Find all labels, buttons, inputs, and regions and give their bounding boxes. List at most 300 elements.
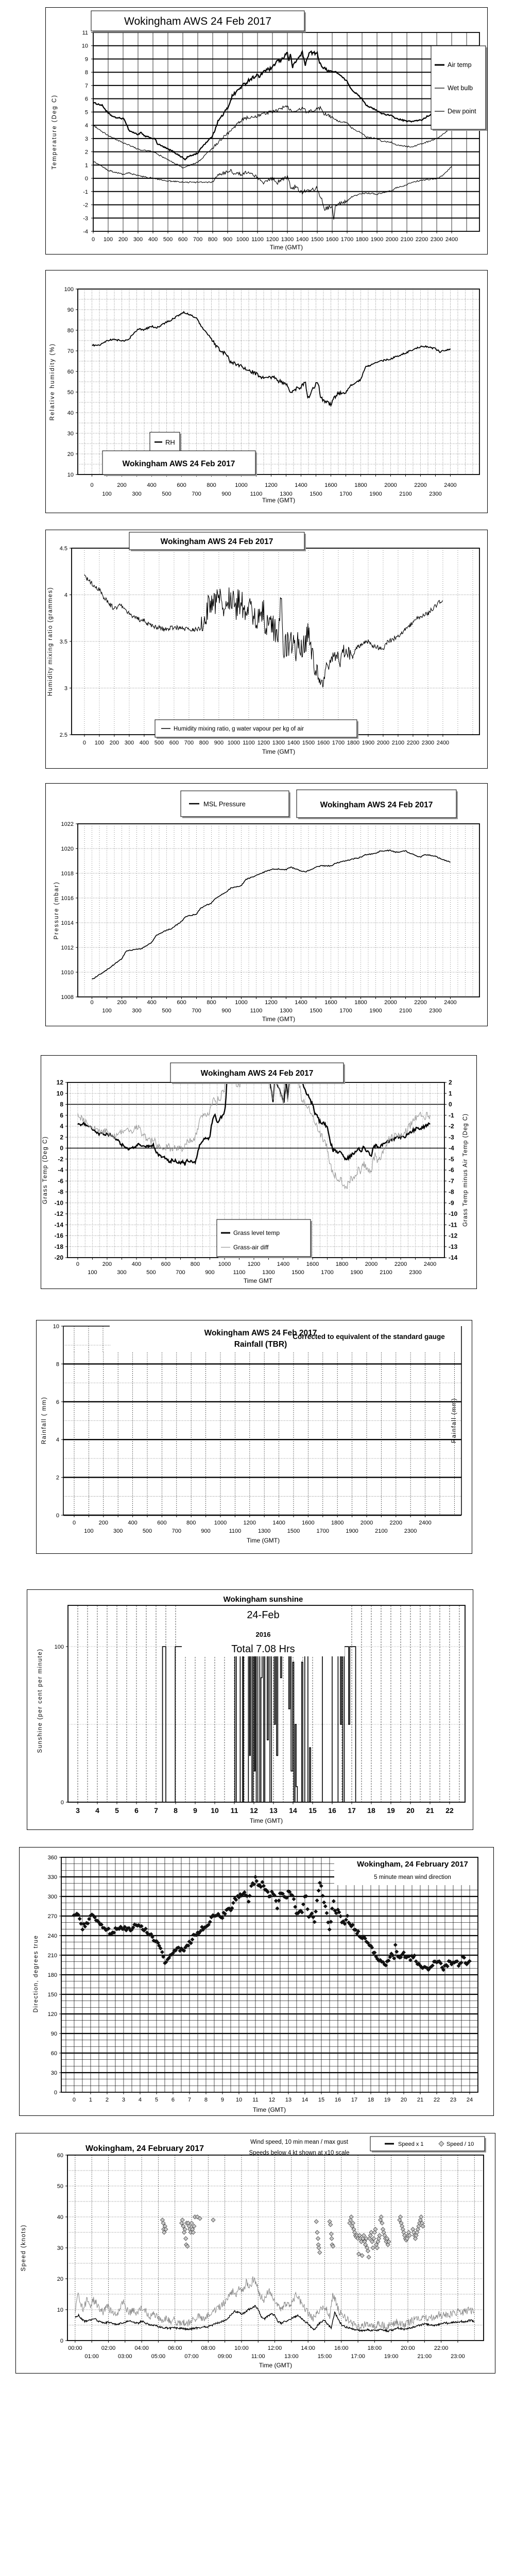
svg-text:0: 0 bbox=[60, 1800, 64, 1806]
svg-text:150: 150 bbox=[47, 1992, 57, 1998]
svg-text:1800: 1800 bbox=[331, 1520, 344, 1526]
svg-text:2400: 2400 bbox=[419, 1520, 432, 1526]
svg-text:1200: 1200 bbox=[243, 1520, 256, 1526]
svg-text:2100: 2100 bbox=[400, 236, 414, 243]
svg-text:1900: 1900 bbox=[369, 1008, 382, 1014]
svg-text:1800: 1800 bbox=[335, 1261, 349, 1267]
svg-text:05:00: 05:00 bbox=[151, 2353, 166, 2360]
svg-text:Wokingham AWS 24 Feb 2017: Wokingham AWS 24 Feb 2017 bbox=[122, 460, 235, 468]
svg-text:1900: 1900 bbox=[350, 1269, 363, 1276]
svg-text:2300: 2300 bbox=[429, 1008, 442, 1014]
svg-text:120: 120 bbox=[47, 2011, 57, 2018]
svg-text:1: 1 bbox=[84, 162, 88, 169]
svg-text:03:00: 03:00 bbox=[118, 2353, 132, 2360]
svg-text:1400: 1400 bbox=[272, 1520, 285, 1526]
svg-text:6: 6 bbox=[56, 1399, 59, 1405]
svg-text:10: 10 bbox=[53, 1324, 59, 1330]
chart-wind-direction-canvas bbox=[20, 1848, 493, 2115]
svg-text:18:00: 18:00 bbox=[367, 2345, 382, 2351]
svg-text:10: 10 bbox=[211, 1806, 219, 1815]
svg-text:Rainfall ( mm): Rainfall ( mm) bbox=[41, 1396, 47, 1445]
svg-text:80: 80 bbox=[67, 328, 74, 334]
svg-text:1100: 1100 bbox=[250, 1008, 263, 1014]
svg-text:180: 180 bbox=[47, 1972, 57, 1978]
svg-text:2100: 2100 bbox=[391, 740, 405, 746]
svg-text:1300: 1300 bbox=[280, 491, 293, 497]
svg-text:0: 0 bbox=[60, 2338, 63, 2344]
chart-wind-direction-panel bbox=[19, 1847, 494, 2116]
svg-text:MSL Pressure: MSL Pressure bbox=[203, 800, 246, 808]
svg-text:16:00: 16:00 bbox=[334, 2345, 349, 2351]
svg-text:50: 50 bbox=[67, 389, 74, 396]
svg-text:50: 50 bbox=[57, 2183, 63, 2190]
svg-text:-1: -1 bbox=[83, 189, 88, 195]
svg-text:600: 600 bbox=[169, 740, 179, 746]
svg-text:Speeds below 4 kt shown at x10: Speeds below 4 kt shown at x10 scale bbox=[249, 2150, 350, 2156]
svg-text:800: 800 bbox=[207, 999, 216, 1006]
chart-temperature-canvas bbox=[46, 8, 487, 254]
svg-text:2: 2 bbox=[84, 149, 88, 156]
chart-msl-pressure-panel bbox=[45, 783, 488, 1026]
svg-text:17: 17 bbox=[348, 1806, 356, 1815]
svg-text:1600: 1600 bbox=[325, 236, 339, 243]
svg-text:0: 0 bbox=[82, 740, 87, 746]
svg-text:2400: 2400 bbox=[444, 999, 457, 1006]
svg-text:8: 8 bbox=[174, 1806, 178, 1815]
svg-text:-3: -3 bbox=[449, 1133, 454, 1141]
svg-text:1300: 1300 bbox=[272, 740, 285, 746]
svg-text:1008: 1008 bbox=[61, 994, 74, 1001]
svg-text:2300: 2300 bbox=[409, 1269, 422, 1276]
svg-text:1300: 1300 bbox=[281, 236, 294, 243]
chart-grass-temperature-panel bbox=[41, 1055, 477, 1289]
chart-relative-humidity-panel bbox=[45, 270, 488, 513]
svg-text:1900: 1900 bbox=[370, 236, 384, 243]
svg-text:900: 900 bbox=[201, 1528, 211, 1534]
svg-text:11: 11 bbox=[230, 1806, 238, 1815]
svg-text:400: 400 bbox=[139, 740, 149, 746]
svg-text:2100: 2100 bbox=[399, 491, 412, 497]
svg-text:0: 0 bbox=[72, 1520, 76, 1526]
svg-text:Time (GMT): Time (GMT) bbox=[262, 748, 296, 755]
svg-text:1500: 1500 bbox=[302, 740, 315, 746]
chart-temperature-panel bbox=[45, 7, 488, 255]
svg-text:Time (GMT): Time (GMT) bbox=[262, 497, 296, 504]
svg-text:-10: -10 bbox=[54, 1199, 63, 1207]
svg-text:5: 5 bbox=[84, 109, 88, 116]
svg-text:13: 13 bbox=[285, 2097, 292, 2103]
svg-text:7: 7 bbox=[154, 1806, 158, 1815]
svg-text:1000: 1000 bbox=[218, 1261, 231, 1267]
svg-text:600: 600 bbox=[161, 1261, 171, 1267]
svg-text:2.5: 2.5 bbox=[59, 732, 67, 738]
svg-text:2200: 2200 bbox=[415, 236, 428, 243]
svg-text:3.5: 3.5 bbox=[59, 639, 67, 645]
svg-text:20: 20 bbox=[57, 2276, 63, 2282]
svg-text:2: 2 bbox=[60, 1133, 63, 1141]
svg-text:200: 200 bbox=[118, 236, 128, 243]
svg-text:12: 12 bbox=[250, 1806, 258, 1815]
svg-text:20: 20 bbox=[400, 2097, 407, 2103]
svg-text:Direction, degrees true: Direction, degrees true bbox=[33, 1935, 39, 2013]
svg-text:1800: 1800 bbox=[347, 740, 360, 746]
svg-text:600: 600 bbox=[177, 482, 186, 488]
svg-text:300: 300 bbox=[124, 740, 134, 746]
svg-text:3: 3 bbox=[84, 135, 88, 142]
svg-text:Wokingham, 24 February 2017: Wokingham, 24 February 2017 bbox=[85, 2144, 204, 2153]
svg-text:Humidity mixing ratio (grammes: Humidity mixing ratio (grammes) bbox=[47, 586, 54, 697]
svg-text:Corrected to equivalent of the: Corrected to equivalent of the standard gauge bbox=[293, 1333, 445, 1341]
svg-text:2100: 2100 bbox=[375, 1528, 388, 1534]
svg-text:Temperature (Deg C): Temperature (Deg C) bbox=[52, 94, 58, 170]
svg-text:100: 100 bbox=[102, 1008, 112, 1014]
svg-text:600: 600 bbox=[157, 1520, 167, 1526]
svg-text:2000: 2000 bbox=[384, 482, 397, 488]
chart-rainfall-canvas bbox=[37, 1320, 472, 1553]
svg-text:-10: -10 bbox=[449, 1210, 458, 1217]
svg-text:1600: 1600 bbox=[302, 1520, 315, 1526]
svg-text:22: 22 bbox=[445, 1806, 454, 1815]
svg-text:2400: 2400 bbox=[423, 1261, 437, 1267]
chart-humidity-mixing-ratio-panel bbox=[45, 530, 488, 769]
svg-text:18: 18 bbox=[367, 2097, 374, 2103]
svg-text:Wokingham AWS 24 Feb 2017: Wokingham AWS 24 Feb 2017 bbox=[124, 15, 271, 27]
svg-text:24: 24 bbox=[466, 2097, 473, 2103]
svg-text:1000: 1000 bbox=[235, 482, 248, 488]
svg-text:4: 4 bbox=[138, 2097, 142, 2103]
svg-text:400: 400 bbox=[128, 1520, 138, 1526]
svg-text:1600: 1600 bbox=[324, 999, 337, 1006]
chart-rainfall-panel bbox=[36, 1320, 472, 1554]
svg-text:100: 100 bbox=[103, 236, 113, 243]
svg-text:Relative humidity (%): Relative humidity (%) bbox=[49, 343, 56, 421]
svg-text:1700: 1700 bbox=[339, 1008, 352, 1014]
svg-text:Time (GMT): Time (GMT) bbox=[249, 1817, 283, 1824]
svg-text:5: 5 bbox=[154, 2097, 159, 2103]
svg-text:60: 60 bbox=[67, 369, 74, 375]
svg-text:-11: -11 bbox=[449, 1221, 457, 1229]
svg-text:1300: 1300 bbox=[280, 1008, 293, 1014]
svg-text:900: 900 bbox=[214, 740, 224, 746]
svg-text:1200: 1200 bbox=[247, 1261, 261, 1267]
svg-text:1016: 1016 bbox=[61, 895, 74, 902]
svg-text:300: 300 bbox=[132, 491, 142, 497]
svg-text:100: 100 bbox=[102, 491, 112, 497]
svg-text:400: 400 bbox=[147, 999, 157, 1006]
svg-text:0: 0 bbox=[90, 999, 94, 1006]
svg-text:1022: 1022 bbox=[61, 821, 74, 827]
svg-text:600: 600 bbox=[178, 236, 188, 243]
svg-text:1500: 1500 bbox=[291, 1269, 304, 1276]
svg-text:-13: -13 bbox=[449, 1243, 458, 1250]
svg-text:1900: 1900 bbox=[346, 1528, 358, 1534]
svg-text:-8: -8 bbox=[58, 1188, 63, 1196]
svg-text:1: 1 bbox=[89, 2097, 93, 2103]
svg-text:Wokingham AWS 24 Feb 2017: Wokingham AWS 24 Feb 2017 bbox=[200, 1069, 314, 1078]
svg-text:Time (GMT): Time (GMT) bbox=[259, 2362, 293, 2369]
svg-text:300: 300 bbox=[117, 1269, 127, 1276]
svg-text:100: 100 bbox=[88, 1269, 97, 1276]
svg-text:2000: 2000 bbox=[376, 740, 390, 746]
svg-text:2: 2 bbox=[56, 1475, 59, 1481]
svg-text:0: 0 bbox=[90, 482, 94, 488]
svg-text:400: 400 bbox=[147, 482, 157, 488]
svg-text:40: 40 bbox=[57, 2214, 63, 2221]
svg-text:3: 3 bbox=[64, 685, 67, 692]
svg-text:6: 6 bbox=[84, 96, 88, 103]
svg-text:Total 7.08 Hrs: Total 7.08 Hrs bbox=[231, 1643, 295, 1655]
svg-text:1900: 1900 bbox=[369, 491, 382, 497]
svg-text:17:00: 17:00 bbox=[351, 2353, 365, 2360]
svg-text:800: 800 bbox=[199, 740, 209, 746]
svg-text:-8: -8 bbox=[449, 1188, 454, 1196]
svg-text:12: 12 bbox=[56, 1079, 63, 1086]
svg-text:Time (GMT): Time (GMT) bbox=[262, 1015, 296, 1023]
svg-text:6: 6 bbox=[171, 2097, 175, 2103]
svg-text:4: 4 bbox=[56, 1437, 59, 1444]
svg-text:500: 500 bbox=[146, 1269, 156, 1276]
svg-text:1020: 1020 bbox=[61, 846, 74, 852]
svg-text:00:00: 00:00 bbox=[68, 2345, 82, 2351]
chart-relative-humidity-canvas bbox=[46, 270, 487, 513]
svg-text:15:00: 15:00 bbox=[317, 2353, 332, 2360]
svg-text:1600: 1600 bbox=[306, 1261, 319, 1267]
svg-text:0: 0 bbox=[84, 176, 88, 182]
svg-text:0: 0 bbox=[449, 1100, 452, 1108]
svg-text:-4: -4 bbox=[449, 1144, 454, 1152]
svg-text:1700: 1700 bbox=[321, 1269, 334, 1276]
chart-sunshine-canvas bbox=[27, 1590, 473, 1829]
svg-text:11: 11 bbox=[82, 30, 88, 36]
svg-text:Wokingham, 24 February 2017: Wokingham, 24 February 2017 bbox=[357, 1860, 468, 1869]
svg-text:1800: 1800 bbox=[354, 999, 367, 1006]
svg-text:13: 13 bbox=[269, 1806, 278, 1815]
svg-text:2200: 2200 bbox=[406, 740, 420, 746]
svg-text:16: 16 bbox=[334, 2097, 341, 2103]
chart-msl-pressure-canvas bbox=[46, 784, 487, 1026]
svg-text:Pressure (mbar): Pressure (mbar) bbox=[54, 881, 60, 940]
svg-text:3: 3 bbox=[122, 2097, 126, 2103]
svg-text:1000: 1000 bbox=[236, 236, 249, 243]
svg-text:1400: 1400 bbox=[296, 236, 309, 243]
svg-text:9: 9 bbox=[220, 2097, 225, 2103]
svg-text:-1: -1 bbox=[449, 1111, 454, 1119]
svg-text:Wokingham AWS 24 Feb 2017: Wokingham AWS 24 Feb 2017 bbox=[204, 1329, 317, 1337]
svg-text:2016: 2016 bbox=[255, 1631, 271, 1638]
svg-text:1500: 1500 bbox=[287, 1528, 300, 1534]
svg-text:23:00: 23:00 bbox=[451, 2353, 465, 2360]
svg-text:1000: 1000 bbox=[214, 1520, 227, 1526]
svg-text:800: 800 bbox=[186, 1520, 196, 1526]
svg-text:2400: 2400 bbox=[445, 236, 458, 243]
svg-text:1700: 1700 bbox=[340, 236, 354, 243]
svg-text:1900: 1900 bbox=[362, 740, 375, 746]
chart-wind-speed-canvas bbox=[16, 2133, 495, 2373]
svg-text:2: 2 bbox=[449, 1079, 452, 1086]
svg-text:Rainfall (TBR): Rainfall (TBR) bbox=[234, 1340, 287, 1349]
svg-text:1500: 1500 bbox=[311, 236, 324, 243]
svg-text:24-Feb: 24-Feb bbox=[247, 1609, 280, 1621]
svg-text:10:00: 10:00 bbox=[234, 2345, 249, 2351]
svg-text:1400: 1400 bbox=[277, 1261, 290, 1267]
svg-text:200: 200 bbox=[117, 482, 127, 488]
svg-text:30: 30 bbox=[67, 431, 74, 437]
svg-text:1: 1 bbox=[449, 1090, 452, 1097]
svg-text:1200: 1200 bbox=[265, 482, 278, 488]
svg-text:7: 7 bbox=[84, 82, 88, 89]
svg-text:15: 15 bbox=[318, 2097, 325, 2103]
svg-text:8: 8 bbox=[56, 1361, 59, 1368]
svg-text:Rainfall (mm): Rainfall (mm) bbox=[451, 1398, 457, 1443]
svg-text:-14: -14 bbox=[54, 1221, 63, 1229]
svg-text:08:00: 08:00 bbox=[201, 2345, 216, 2351]
svg-text:800: 800 bbox=[208, 236, 218, 243]
svg-text:1018: 1018 bbox=[61, 871, 74, 877]
svg-text:18: 18 bbox=[367, 1806, 375, 1815]
svg-text:2300: 2300 bbox=[404, 1528, 417, 1534]
svg-text:100: 100 bbox=[84, 1528, 94, 1534]
svg-text:-3: -3 bbox=[83, 215, 88, 222]
svg-text:1300: 1300 bbox=[262, 1269, 275, 1276]
chart-sunshine-panel bbox=[27, 1589, 473, 1830]
svg-text:-20: -20 bbox=[54, 1254, 63, 1261]
svg-text:-5: -5 bbox=[449, 1155, 454, 1163]
svg-text:100: 100 bbox=[94, 740, 105, 746]
svg-text:07:00: 07:00 bbox=[184, 2353, 199, 2360]
svg-text:30: 30 bbox=[50, 2070, 57, 2076]
svg-text:4.5: 4.5 bbox=[59, 546, 67, 552]
svg-text:14:00: 14:00 bbox=[301, 2345, 315, 2351]
svg-text:1200: 1200 bbox=[265, 999, 278, 1006]
svg-text:700: 700 bbox=[176, 1269, 185, 1276]
svg-text:1100: 1100 bbox=[243, 740, 255, 746]
svg-text:Humidity mixing ratio, g water: Humidity mixing ratio, g water vapour per kg of air bbox=[174, 726, 304, 732]
svg-text:1500: 1500 bbox=[310, 1008, 322, 1014]
svg-text:12:00: 12:00 bbox=[267, 2345, 282, 2351]
svg-text:1100: 1100 bbox=[233, 1269, 246, 1276]
svg-text:Grass-air diff: Grass-air diff bbox=[233, 1244, 269, 1251]
svg-text:02:00: 02:00 bbox=[101, 2345, 116, 2351]
svg-text:1100: 1100 bbox=[251, 236, 264, 243]
svg-text:70: 70 bbox=[67, 348, 74, 354]
svg-text:10: 10 bbox=[67, 472, 74, 478]
svg-text:1014: 1014 bbox=[61, 920, 74, 926]
svg-text:2200: 2200 bbox=[414, 482, 427, 488]
svg-text:0: 0 bbox=[72, 2097, 76, 2103]
svg-text:1800: 1800 bbox=[354, 482, 367, 488]
svg-text:2000: 2000 bbox=[365, 1261, 378, 1267]
svg-text:2200: 2200 bbox=[394, 1261, 407, 1267]
svg-text:-18: -18 bbox=[54, 1243, 63, 1250]
svg-text:1100: 1100 bbox=[250, 491, 263, 497]
svg-text:10: 10 bbox=[235, 2097, 243, 2103]
svg-text:23: 23 bbox=[450, 2097, 457, 2103]
svg-text:5 minute mean wind direction: 5 minute mean wind direction bbox=[374, 1874, 451, 1880]
svg-text:1200: 1200 bbox=[257, 740, 270, 746]
svg-text:300: 300 bbox=[132, 1008, 142, 1014]
svg-text:1700: 1700 bbox=[316, 1528, 330, 1534]
svg-text:Time (GMT): Time (GMT) bbox=[246, 1537, 280, 1544]
svg-text:4: 4 bbox=[64, 592, 67, 599]
svg-text:Wokingham AWS 24 Feb 2017: Wokingham AWS 24 Feb 2017 bbox=[160, 537, 273, 546]
svg-text:700: 700 bbox=[193, 236, 203, 243]
svg-text:-7: -7 bbox=[449, 1177, 454, 1185]
svg-text:1012: 1012 bbox=[61, 945, 74, 951]
svg-text:13:00: 13:00 bbox=[284, 2353, 299, 2360]
svg-text:2000: 2000 bbox=[360, 1520, 373, 1526]
svg-text:2100: 2100 bbox=[399, 1008, 412, 1014]
svg-text:11: 11 bbox=[252, 2097, 259, 2103]
svg-text:2000: 2000 bbox=[385, 236, 399, 243]
svg-text:300: 300 bbox=[133, 236, 143, 243]
svg-text:500: 500 bbox=[163, 236, 173, 243]
svg-text:700: 700 bbox=[184, 740, 194, 746]
svg-text:1800: 1800 bbox=[355, 236, 369, 243]
svg-text:800: 800 bbox=[207, 482, 216, 488]
svg-text:Time (GMT): Time (GMT) bbox=[252, 2106, 286, 2113]
svg-text:Grass Temp (Deg C): Grass Temp (Deg C) bbox=[42, 1136, 48, 1205]
svg-text:Sunshine (per cent per minute): Sunshine (per cent per minute) bbox=[37, 1648, 43, 1753]
svg-text:20: 20 bbox=[406, 1806, 415, 1815]
svg-text:210: 210 bbox=[47, 1953, 57, 1959]
svg-text:19: 19 bbox=[384, 2097, 391, 2103]
svg-text:40: 40 bbox=[67, 410, 74, 416]
svg-text:300: 300 bbox=[47, 1894, 57, 1900]
svg-text:1600: 1600 bbox=[324, 482, 337, 488]
svg-text:-16: -16 bbox=[54, 1232, 63, 1240]
svg-text:1010: 1010 bbox=[61, 970, 74, 976]
svg-text:04:00: 04:00 bbox=[134, 2345, 149, 2351]
svg-text:1300: 1300 bbox=[258, 1528, 271, 1534]
svg-text:2400: 2400 bbox=[444, 482, 457, 488]
svg-text:100: 100 bbox=[54, 1644, 64, 1651]
svg-text:1400: 1400 bbox=[295, 482, 307, 488]
svg-text:-2: -2 bbox=[58, 1155, 63, 1163]
svg-text:15: 15 bbox=[308, 1806, 317, 1815]
svg-text:1600: 1600 bbox=[317, 740, 330, 746]
svg-text:700: 700 bbox=[192, 1008, 201, 1014]
svg-text:16: 16 bbox=[328, 1806, 336, 1815]
svg-text:9: 9 bbox=[84, 56, 88, 63]
svg-text:-12: -12 bbox=[54, 1210, 63, 1217]
svg-text:21: 21 bbox=[426, 1806, 434, 1815]
svg-text:-4: -4 bbox=[58, 1166, 63, 1174]
svg-text:14: 14 bbox=[289, 1806, 297, 1815]
svg-text:01:00: 01:00 bbox=[84, 2353, 99, 2360]
svg-text:Air temp: Air temp bbox=[448, 61, 472, 69]
svg-text:Wind speed, 10 min mean / max: Wind speed, 10 min mean / max gust bbox=[250, 2139, 348, 2145]
svg-text:9: 9 bbox=[193, 1806, 197, 1815]
svg-text:900: 900 bbox=[222, 236, 233, 243]
svg-text:2200: 2200 bbox=[414, 999, 427, 1006]
svg-text:2200: 2200 bbox=[389, 1520, 403, 1526]
svg-text:-12: -12 bbox=[449, 1232, 458, 1240]
svg-text:2000: 2000 bbox=[384, 999, 397, 1006]
svg-text:500: 500 bbox=[142, 1528, 152, 1534]
chart-humidity-mixing-ratio-canvas bbox=[46, 530, 487, 768]
svg-text:600: 600 bbox=[177, 999, 186, 1006]
svg-text:21: 21 bbox=[417, 2097, 424, 2103]
svg-text:700: 700 bbox=[192, 491, 201, 497]
svg-text:19: 19 bbox=[387, 1806, 395, 1815]
svg-text:8: 8 bbox=[204, 2097, 208, 2103]
svg-text:20: 20 bbox=[67, 451, 74, 457]
svg-text:Speed x 1: Speed x 1 bbox=[398, 2141, 424, 2147]
svg-text:200: 200 bbox=[117, 999, 127, 1006]
svg-text:7: 7 bbox=[187, 2097, 192, 2103]
svg-text:0: 0 bbox=[54, 2090, 57, 2096]
svg-text:100: 100 bbox=[64, 286, 74, 293]
